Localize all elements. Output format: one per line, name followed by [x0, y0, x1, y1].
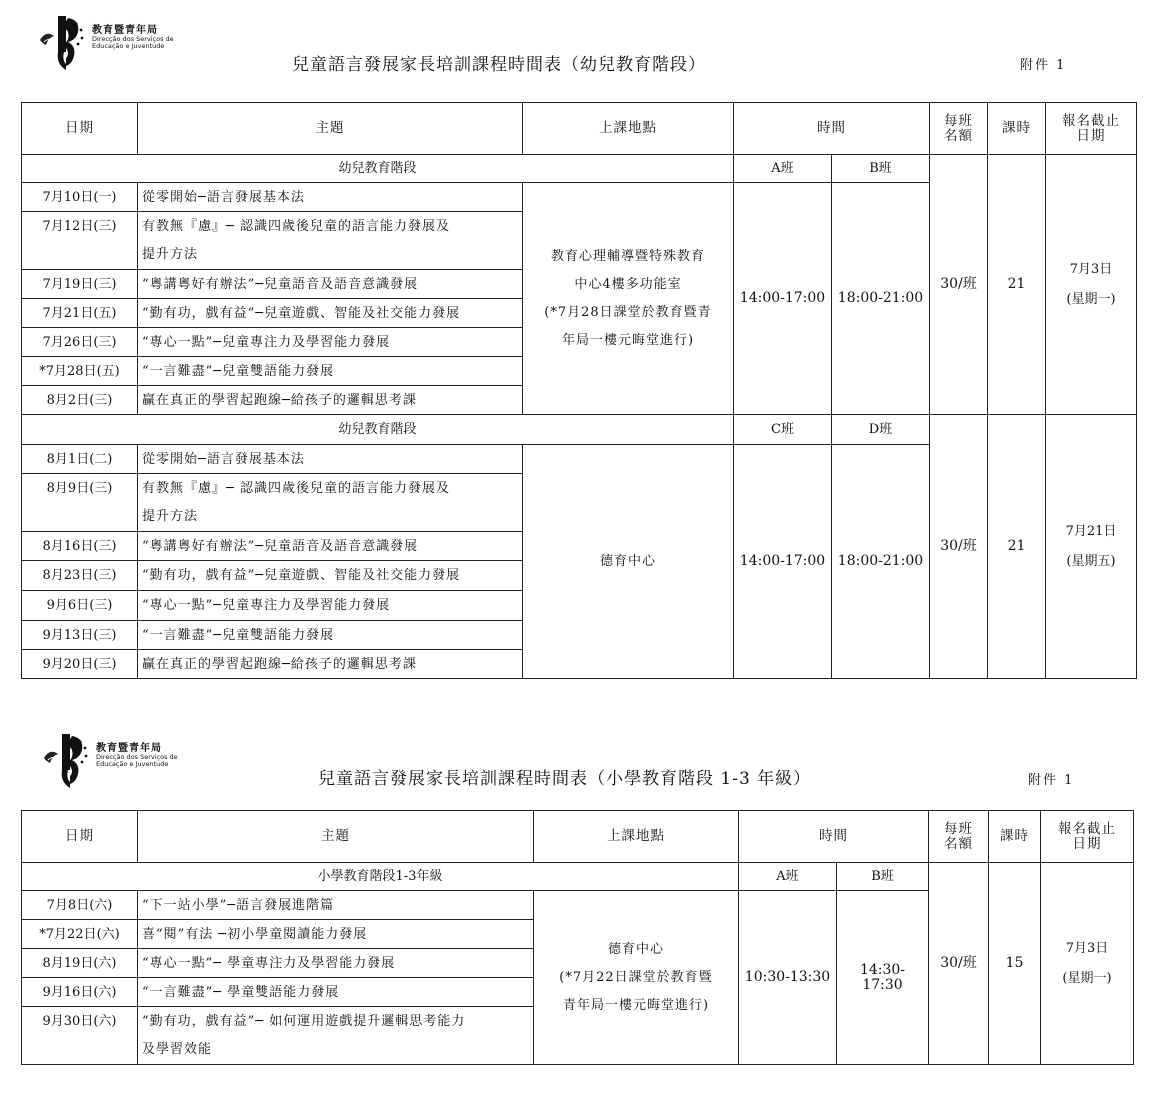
session-topic: 有教無『慮』─ 認識四歲後兒童的語言能力發展及	[138, 474, 523, 503]
session-topic: “專心一點”─ 學童專注力及學習能力發展	[138, 949, 534, 978]
header-hours: 課時	[988, 103, 1046, 155]
session-topic: “粵講粵好有辦法”─兒童語音及語音意識發展	[138, 270, 523, 299]
dsej-emblem-icon	[42, 730, 94, 792]
session-topic: “專心一點”─兒童專注力及學習能力發展	[138, 328, 523, 357]
logo-name-pt-1: Direcção dos Serviços de	[92, 35, 174, 43]
dsej-logo	[38, 12, 174, 74]
page-title: 兒童語言發展家長培訓課程時間表（幼兒教育階段）	[292, 55, 706, 75]
session-topic: 有教無『慮』─ 認識四歲後兒童的語言能力發展及	[138, 212, 523, 241]
stage-label: 幼兒教育階段	[22, 155, 734, 183]
session-topic: “勤有功，戲有益”─ 如何運用遊戲提升邏輯思考能力	[138, 1007, 534, 1036]
header-date: 日期	[22, 811, 138, 863]
session-topic: “一言難盡”─兒童雙語能力發展	[138, 357, 523, 386]
quota-cell: 30/班	[929, 863, 989, 1065]
time-a-cell: 10:30-13:30	[739, 891, 837, 1065]
session-topic: “勤有功，戲有益”─兒童遊戲、智能及社交能力發展	[138, 561, 523, 591]
class-d-label: D班	[832, 415, 930, 445]
session-topic: “一言難盡”─ 學童雙語能力發展	[138, 978, 534, 1007]
header-topic: 主題	[138, 103, 523, 155]
session-date: 8月1日(二)	[22, 445, 138, 474]
session-date: 7月10日(一)	[22, 183, 138, 212]
header-venue: 上課地點	[534, 811, 739, 863]
hours-cell: 21	[988, 155, 1046, 415]
logo-name-pt-2: Educação e Juventude	[96, 760, 169, 768]
header-time: 時間	[734, 103, 930, 155]
quota-cell: 30/班	[930, 415, 988, 679]
deadline-cell: 7月3日 (星期一)	[1041, 863, 1134, 1065]
venue-cell: 德育中心	[523, 445, 734, 679]
stage-label: 小學教育階段1-3年級	[22, 863, 739, 891]
annex-label: 附件 1	[1028, 773, 1075, 788]
hours-cell: 21	[988, 415, 1046, 679]
header-deadline: 報名截止 日期	[1046, 103, 1137, 155]
header-venue: 上課地點	[523, 103, 734, 155]
hours-cell: 15	[989, 863, 1041, 1065]
session-topic-continued: 及學習效能	[138, 1036, 534, 1065]
session-date: 8月23日(三)	[22, 561, 138, 591]
session-date: 7月12日(三)	[22, 212, 138, 270]
header-quota: 每班 名額	[930, 103, 988, 155]
session-topic: 贏在真正的學習起跑線─給孩子的邏輯思考課	[138, 386, 523, 415]
header-quota: 每班 名額	[929, 811, 989, 863]
session-date: 9月30日(六)	[22, 1007, 138, 1065]
deadline-cell: 7月21日 (星期五)	[1046, 415, 1137, 679]
logo-name-zh: 教育暨青年局	[92, 25, 158, 36]
session-topic: “專心一點”─兒童專注力及學習能力發展	[138, 591, 523, 621]
time-c-cell: 14:00-17:00	[734, 445, 832, 679]
venue-cell: 教育心理輔導暨特殊教育 中心4樓多功能室 (*7月28日課堂於教育暨青 年局一樓元晦堂進行)	[523, 183, 734, 415]
session-date: 8月19日(六)	[22, 949, 138, 978]
header-time: 時間	[739, 811, 929, 863]
session-date: 9月20日(三)	[22, 650, 138, 679]
dsej-emblem-icon	[38, 12, 90, 74]
session-date: 9月6日(三)	[22, 591, 138, 621]
stage-row	[22, 415, 1137, 445]
session-date: 8月2日(三)	[22, 386, 138, 415]
session-date: 8月16日(三)	[22, 532, 138, 561]
deadline-cell: 7月3日 (星期一)	[1046, 155, 1137, 415]
session-date: 7月26日(三)	[22, 328, 138, 357]
session-topic: “粵講粵好有辦法”─兒童語音及語音意識發展	[138, 532, 523, 561]
session-topic: 從零開始─語言發展基本法	[138, 183, 523, 212]
session-topic: 喜“閱”有法 ─初小學童閱讀能力發展	[138, 920, 534, 949]
time-d-cell: 18:00-21:00	[832, 445, 930, 679]
time-b-cell: 18:00-21:00	[832, 183, 930, 415]
class-a-label: A班	[734, 155, 832, 183]
logo-name-pt-2: Educação e Juventude	[92, 42, 165, 50]
session-topic: “勤有功，戲有益”─兒童遊戲、智能及社交能力發展	[138, 299, 523, 328]
class-c-label: C班	[734, 415, 832, 445]
stage-row	[22, 155, 1137, 183]
class-a-label: A班	[739, 863, 837, 891]
session-topic: 贏在真正的學習起跑線─給孩子的邏輯思考課	[138, 650, 523, 679]
logo-name-zh: 教育暨青年局	[96, 743, 162, 754]
session-date: 7月19日(三)	[22, 270, 138, 299]
header-hours: 課時	[989, 811, 1041, 863]
session-date: 9月16日(六)	[22, 978, 138, 1007]
dsej-logo	[42, 730, 178, 792]
session-date: *7月28日(五)	[22, 357, 138, 386]
class-b-label: B班	[837, 863, 929, 891]
annex-label: 附件 1	[1020, 58, 1067, 73]
session-date: 8月9日(三)	[22, 474, 138, 532]
class-b-label: B班	[832, 155, 930, 183]
session-date: 9月13日(三)	[22, 621, 138, 650]
session-date: 7月8日(六)	[22, 891, 138, 920]
session-topic: “下一站小學”─語言發展進階篇	[138, 891, 534, 920]
session-topic: 從零開始─語言發展基本法	[138, 445, 523, 474]
session-date: *7月22日(六)	[22, 920, 138, 949]
time-b-cell: 14:30-17:30	[837, 891, 929, 1065]
schedule-table	[21, 810, 1134, 1065]
session-topic-continued: 提升方法	[138, 503, 523, 532]
stage-label: 幼兒教育階段	[22, 415, 734, 445]
session-topic-continued: 提升方法	[138, 241, 523, 270]
time-a-cell: 14:00-17:00	[734, 183, 832, 415]
header-date: 日期	[22, 103, 138, 155]
schedule-sheet-primary	[0, 720, 1152, 1114]
schedule-table	[21, 102, 1137, 679]
logo-name-pt-1: Direcção dos Serviços de	[96, 753, 178, 761]
stage-row	[22, 863, 1134, 891]
session-topic: “一言難盡”─兒童雙語能力發展	[138, 621, 523, 650]
page-title: 兒童語言發展家長培訓課程時間表（小學教育階段 1-3 年級）	[318, 769, 812, 789]
session-date: 7月21日(五)	[22, 299, 138, 328]
venue-cell: 德育中心 (*7月22日課堂於教育暨 青年局一樓元晦堂進行)	[534, 891, 739, 1065]
header-topic: 主題	[138, 811, 534, 863]
quota-cell: 30/班	[930, 155, 988, 415]
header-deadline: 報名截止 日期	[1041, 811, 1134, 863]
